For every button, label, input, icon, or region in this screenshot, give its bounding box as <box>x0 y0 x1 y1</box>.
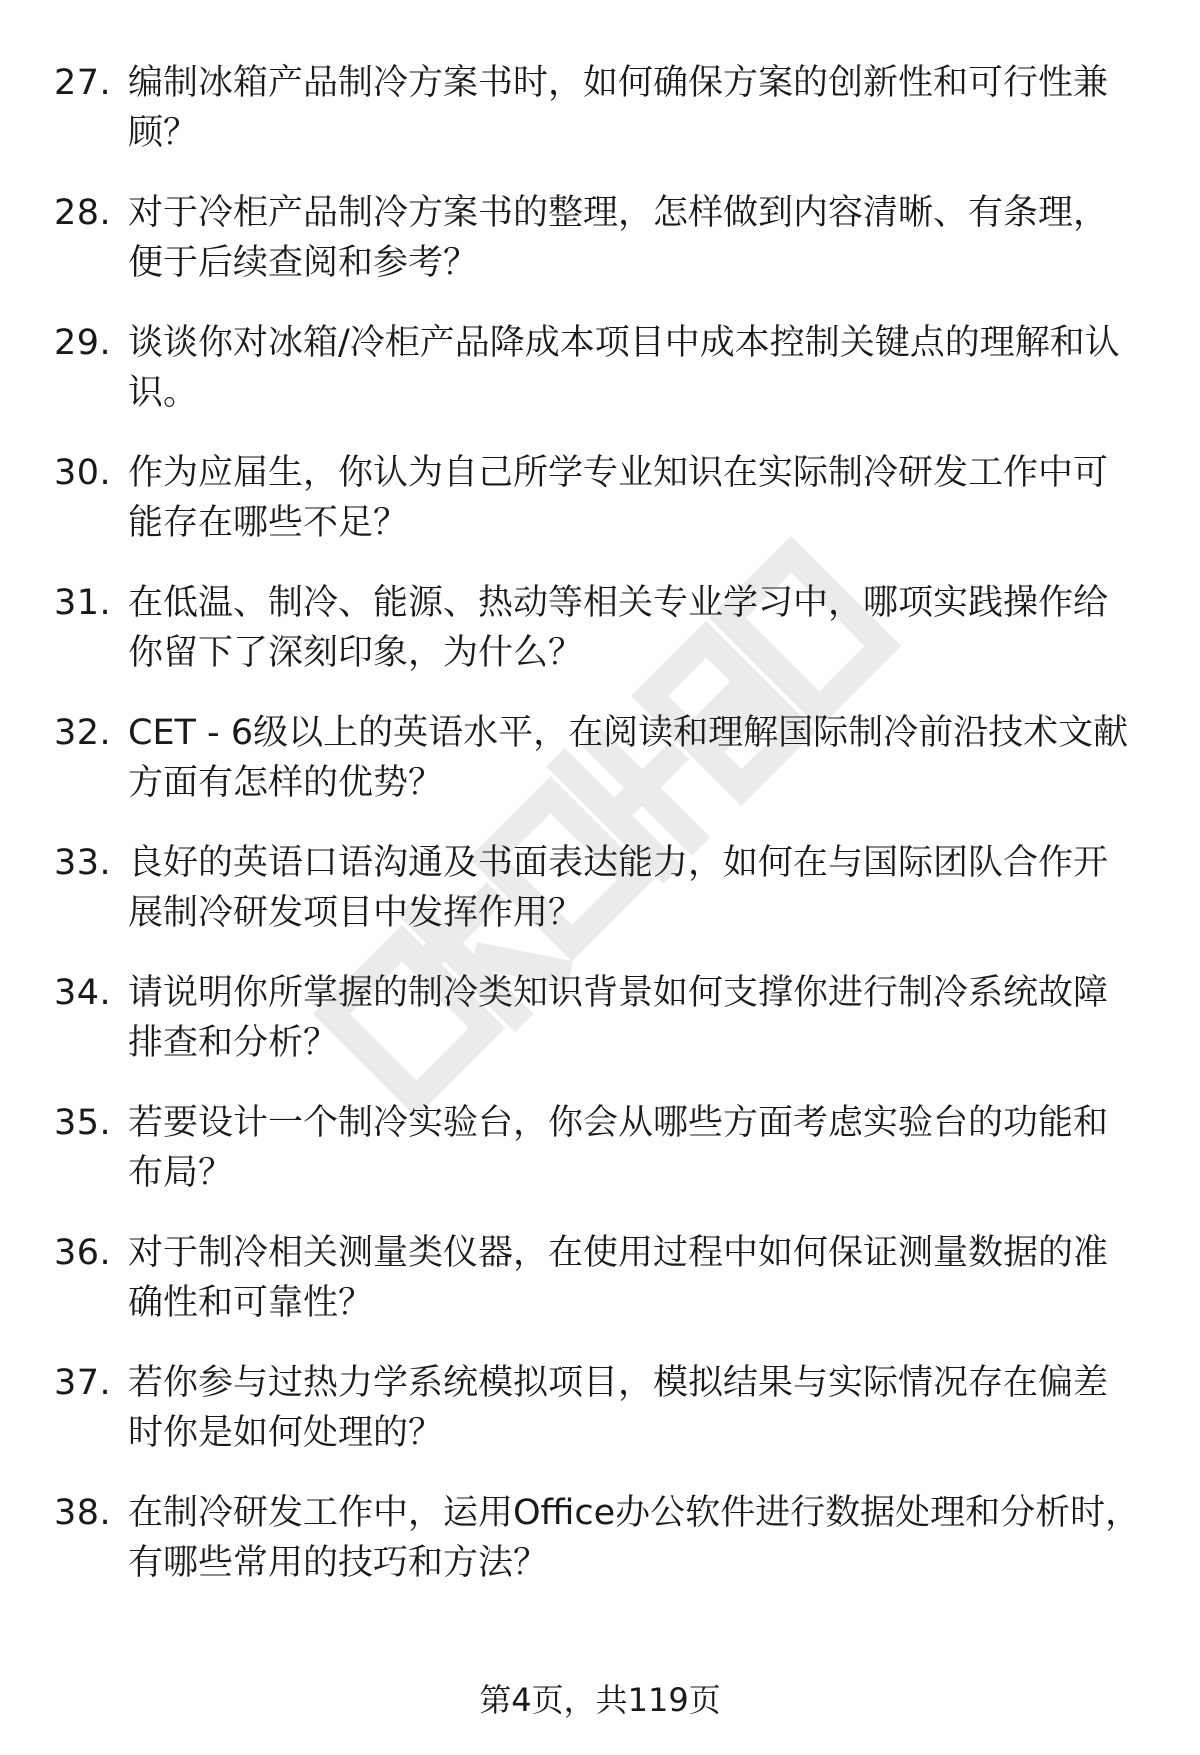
question-item <box>54 188 1154 318</box>
question-number: 30. <box>54 453 112 493</box>
question-number: 31. <box>54 583 112 623</box>
question-text: 作为应届生，你认为自己所学专业知识在实际制冷研发工作中可能存在哪些不足？ <box>128 453 1109 543</box>
question-text: 在制冷研发工作中，运用Office办公软件进行数据处理和分析时，有哪些常用的技巧和方法？ <box>128 1493 1141 1583</box>
question-text: 在低温、制冷、能源、热动等相关专业学习中，哪项实践操作给你留下了深刻印象，为什么？ <box>128 583 1109 673</box>
question-item <box>54 1488 1154 1618</box>
question-number: 27. <box>54 63 112 103</box>
question-text: 若你参与过热力学系统模拟项目，模拟结果与实际情况存在偏差时你是如何处理的？ <box>128 1363 1109 1453</box>
question-item <box>54 448 1154 578</box>
question-number: 29. <box>54 323 112 363</box>
question-number: 37. <box>54 1363 112 1403</box>
question-item <box>54 58 1154 188</box>
question-item <box>54 1228 1154 1358</box>
question-number: 34. <box>54 973 112 1013</box>
question-item <box>54 708 1154 838</box>
question-text: 对于制冷相关测量类仪器，在使用过程中如何保证测量数据的准确性和可靠性？ <box>128 1233 1109 1323</box>
question-text: 对于冷柜产品制冷方案书的整理，怎样做到内容清晰、有条理，便于后续查阅和参考？ <box>128 193 1109 283</box>
question-text: 若要设计一个制冷实验台，你会从哪些方面考虑实验台的功能和布局？ <box>128 1103 1109 1193</box>
question-list <box>54 58 1154 1618</box>
question-item <box>54 1098 1154 1228</box>
question-text: 良好的英语口语沟通及书面表达能力，如何在与国际团队合作开展制冷研发项目中发挥作用？ <box>128 843 1109 933</box>
question-item <box>54 318 1154 448</box>
page-number-footer: 第4页，共119页 <box>479 1681 721 1719</box>
question-text: CET - 6级以上的英语水平，在阅读和理解国际制冷前沿技术文献方面有怎样的优势？ <box>128 713 1129 803</box>
question-number: 33. <box>54 843 112 883</box>
question-number: 32. <box>54 713 112 753</box>
question-item <box>54 968 1154 1098</box>
question-item <box>54 838 1154 968</box>
question-item <box>54 1358 1154 1488</box>
question-number: 28. <box>54 193 112 233</box>
question-text: 编制冰箱产品制冷方案书时，如何确保方案的创新性和可行性兼顾？ <box>128 63 1109 153</box>
question-number: 36. <box>54 1233 112 1273</box>
question-text: 谈谈你对冰箱/冷柜产品降成本项目中成本控制关键点的理解和认识。 <box>128 323 1120 413</box>
question-number: 38. <box>54 1493 112 1533</box>
question-item <box>54 578 1154 708</box>
question-text: 请说明你所掌握的制冷类知识背景如何支撑你进行制冷系统故障排查和分析？ <box>128 973 1109 1063</box>
question-number: 35. <box>54 1103 112 1143</box>
